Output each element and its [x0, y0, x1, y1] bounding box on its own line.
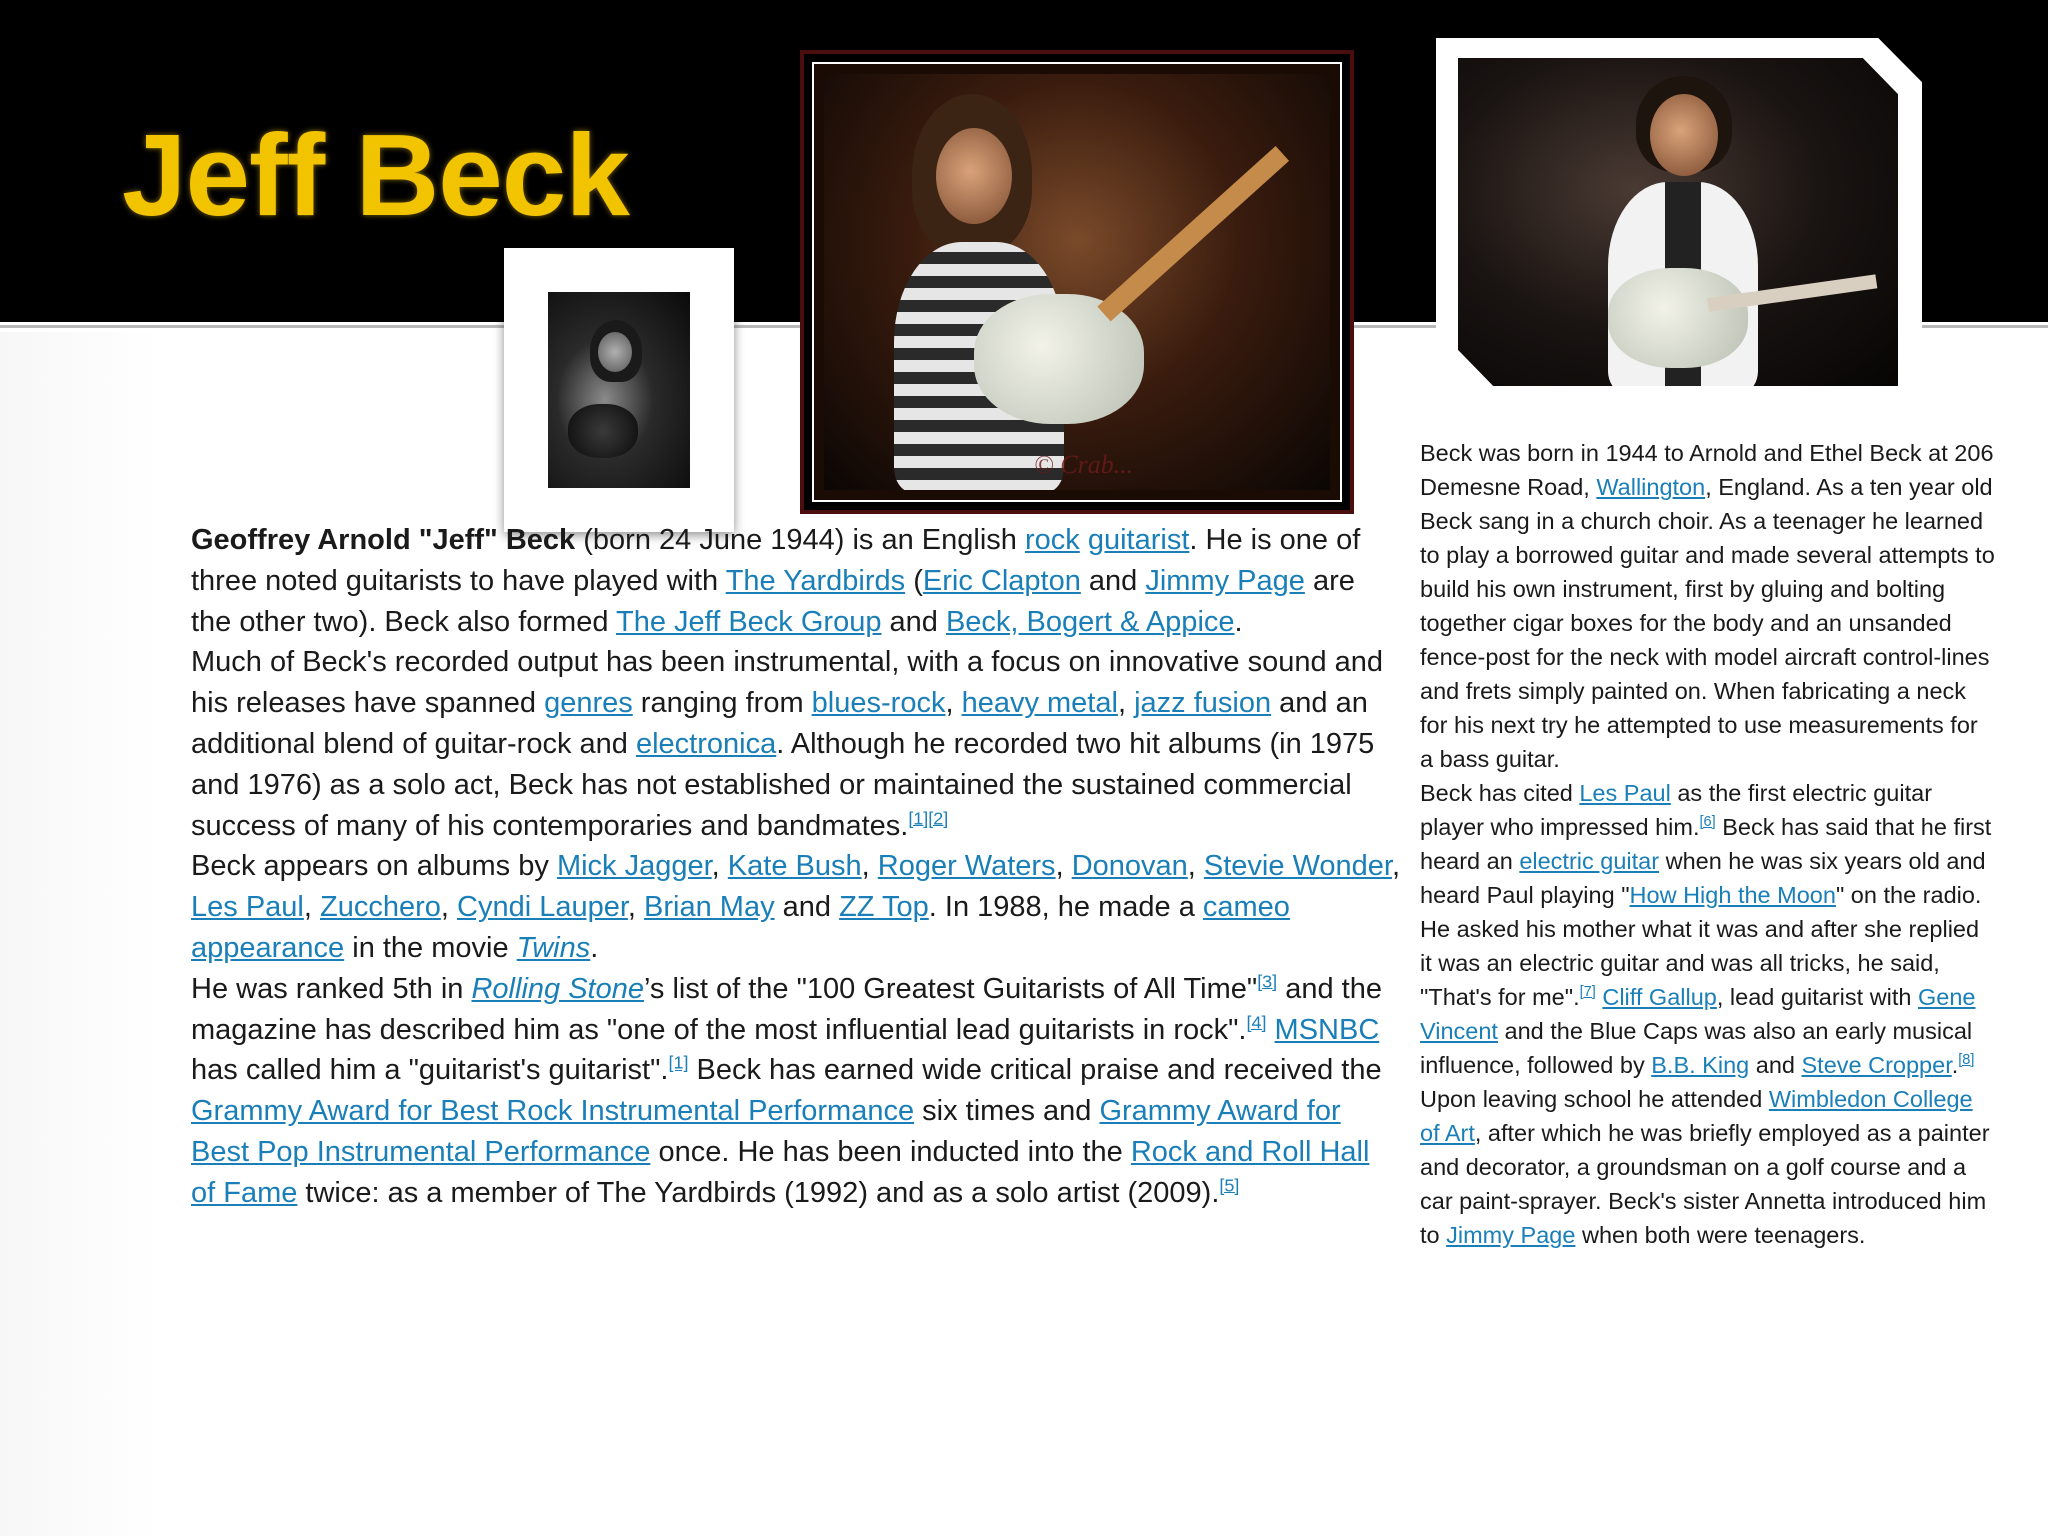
- photo-center-concert: [824, 74, 1330, 490]
- photo-right-frame: [1436, 38, 1922, 406]
- citation-ref: [1246, 1012, 1266, 1032]
- text-span: [1080, 524, 1088, 556]
- text-span: Beck has said that he first heard an: [1420, 814, 1992, 874]
- text-span: ,: [1055, 850, 1072, 883]
- text-span: when both were teenagers.: [1575, 1222, 1866, 1248]
- main-text-body: [191, 520, 1401, 1214]
- citation-ref: [1958, 1052, 1974, 1068]
- side-paragraph-influences: [1420, 776, 1995, 1082]
- citation-link-5[interactable]: [5]: [1219, 1175, 1240, 1196]
- text-span: ,: [945, 687, 962, 720]
- text-span: and: [1749, 1052, 1802, 1078]
- citation-link-4[interactable]: [4]: [1246, 1011, 1267, 1032]
- photo-right-concert: [1458, 58, 1898, 386]
- text-span: Upon leaving school he attended: [1420, 1086, 1769, 1112]
- link-steve-cropper[interactable]: Steve Cropper: [1801, 1052, 1952, 1078]
- text-span: Beck appears on albums by: [191, 850, 557, 883]
- photo-watermark: © Crab...: [1034, 450, 1134, 479]
- text-span: ’s list of the "100 Greatest Guitarists of All Time": [643, 972, 1258, 1005]
- citation-link-2[interactable]: [2]: [928, 807, 949, 828]
- citation-link-7[interactable]: [7]: [1579, 984, 1596, 1001]
- link-gene-vincent[interactable]: Gene Vincent: [1420, 984, 1976, 1044]
- text-span: .: [590, 931, 599, 964]
- text-span: and the magazine has described him as "one of the most influential lead guitarists in rock".: [191, 972, 1382, 1046]
- citation-ref: [1580, 984, 1596, 1000]
- link-jimmy-page-side[interactable]: Jimmy Page: [1446, 1222, 1576, 1248]
- link-cliff-gallup[interactable]: Cliff Gallup: [1602, 984, 1717, 1010]
- link-mick-jagger[interactable]: Mick Jagger: [556, 850, 712, 883]
- side-paragraph-career-start: [1420, 1082, 1995, 1252]
- citation-ref: [908, 808, 948, 828]
- link-twins[interactable]: Twins: [516, 931, 591, 964]
- left-margin-shade: [0, 332, 160, 1536]
- link-zucchero[interactable]: Zucchero: [319, 891, 441, 924]
- link-cameo-appearance[interactable]: cameo appearance: [191, 891, 1290, 964]
- photo-center-frame: [800, 50, 1354, 514]
- link-les-paul-side[interactable]: Les Paul: [1579, 780, 1671, 806]
- text-span: once. He has been inducted into the: [650, 1135, 1131, 1168]
- link-grammy-rock-instrumental[interactable]: Grammy Award for Best Rock Instrumental Performance: [191, 1095, 915, 1128]
- text-span: ,: [303, 891, 320, 924]
- text-span: and the Blue Caps was also an early musical influence, followed by: [1420, 1018, 1973, 1078]
- link-rock-hall-of-fame[interactable]: Rock and Roll Hall of Fame: [191, 1135, 1370, 1209]
- citation-link-8[interactable]: [8]: [1958, 1052, 1975, 1069]
- text-span: when he was six years old and heard Paul playing ": [1420, 848, 1986, 908]
- link-rock[interactable]: rock: [1024, 524, 1080, 556]
- text-span: Beck has earned wide critical praise and received the: [688, 1054, 1382, 1087]
- text-span: He was ranked 5th in: [191, 972, 472, 1005]
- text-span: Beck has cited: [1420, 780, 1580, 806]
- link-jazz-fusion[interactable]: jazz fusion: [1134, 687, 1272, 720]
- text-span: ranging from: [632, 687, 812, 720]
- guitar-shape: [568, 404, 638, 458]
- photo-small-bw: [548, 292, 690, 488]
- text-span: . Although he recorded two hit albums (in 1975 and 1976) as a solo act, Beck has not established or maintained the sustained commercial success of many of his contemporaries and bandmates.: [191, 727, 1375, 842]
- main-paragraph-output: [191, 642, 1401, 846]
- link-wimbledon-college[interactable]: Wimbledon College of Art: [1420, 1086, 1973, 1146]
- link-rolling-stone[interactable]: Rolling Stone: [471, 972, 644, 1005]
- text-span: and: [774, 891, 840, 924]
- text-span: Much of Beck's recorded output has been instrumental, with a focus on innovative sound and his releases have spanned: [191, 646, 1384, 720]
- link-electronica[interactable]: electronica: [635, 727, 777, 760]
- text-span: " on the radio. He asked his mother what it was and after she replied it was an electric guitar and was all tricks, he said, "That's for me".: [1420, 882, 1982, 1010]
- citation-ref: [1219, 1175, 1239, 1195]
- text-span: , England. As a ten year old Beck sang in a church choir. As a teenager he learned to play a borrowed guitar and made several attempts to build his own instrument, first by gluing and bolting together cigar boxes for the body and an unsanded fence-post for the neck with model aircraft control-lines and frets simply painted on. When fabricating a neck for his next try he attempted to use measurements for a bass guitar.: [1420, 474, 1995, 772]
- text-span: (: [905, 564, 923, 597]
- link-les-paul[interactable]: Les Paul: [191, 891, 304, 924]
- citation-ref: [1257, 971, 1277, 991]
- text-span: ,: [1391, 850, 1401, 883]
- photo-small-frame: [504, 248, 734, 532]
- side-paragraph-early-life: [1420, 436, 1995, 776]
- main-paragraph-intro: [191, 520, 1401, 642]
- text-span: Beck was born in 1944 to Arnold and Ethel Beck at 206 Demesne Road,: [1420, 440, 1994, 500]
- citation-link-1b[interactable]: [1]: [668, 1052, 689, 1073]
- text-span: , lead guitarist with: [1716, 984, 1919, 1010]
- text-span: ,: [627, 891, 645, 924]
- link-kate-bush[interactable]: Kate Bush: [727, 850, 862, 883]
- text-span: has called him a "guitarist's guitarist".: [191, 1054, 669, 1087]
- link-heavy-metal[interactable]: heavy metal: [961, 687, 1118, 720]
- link-jimmy-page[interactable]: Jimmy Page: [1145, 564, 1305, 597]
- text-span: . In 1988, he made a: [928, 891, 1203, 924]
- link-roger-waters[interactable]: Roger Waters: [877, 850, 1056, 883]
- text-span: six times and: [914, 1095, 1100, 1128]
- text-span: as the first electric guitar player who impressed him.: [1420, 780, 1933, 840]
- link-guitarist[interactable]: guitarist: [1087, 524, 1190, 556]
- link-electric-guitar[interactable]: electric guitar: [1519, 848, 1660, 874]
- citation-link-6[interactable]: [6]: [1699, 814, 1716, 831]
- text-span: (born 24 June 1944) is an English: [575, 524, 1025, 556]
- text-span: ,: [861, 850, 878, 883]
- link-brian-may[interactable]: Brian May: [644, 891, 775, 924]
- citation-link-1[interactable]: [1]: [908, 807, 929, 828]
- text-span: in the movie: [344, 931, 517, 964]
- link-bb-king[interactable]: B.B. King: [1651, 1052, 1750, 1078]
- citation-ref: [668, 1053, 688, 1073]
- bold-full-name: Geoffrey Arnold "Jeff" Beck: [191, 524, 576, 556]
- link-cyndi-lauper[interactable]: Cyndi Lauper: [457, 891, 628, 924]
- guitar-neck: [1097, 146, 1289, 321]
- link-zz-top[interactable]: ZZ Top: [839, 891, 929, 924]
- figure-head: [598, 332, 632, 372]
- text-span: [1266, 1014, 1274, 1046]
- text-span: .: [1234, 605, 1243, 638]
- link-msnbc[interactable]: MSNBC: [1274, 1013, 1380, 1046]
- link-grammy-pop-instrumental[interactable]: Grammy Award for Best Pop Instrumental Performance: [191, 1095, 1341, 1168]
- link-blues-rock[interactable]: blues-rock: [811, 687, 946, 720]
- link-stevie-wonder[interactable]: Stevie Wonder: [1203, 850, 1392, 883]
- photo-center-border: [812, 62, 1342, 502]
- text-span: and an additional blend of guitar-rock and: [191, 687, 1368, 760]
- figure-head: [936, 128, 1012, 224]
- link-the-yardbirds[interactable]: The Yardbirds: [725, 564, 906, 597]
- link-jeff-beck-group[interactable]: The Jeff Beck Group: [616, 605, 882, 638]
- citation-link-3[interactable]: [3]: [1257, 971, 1278, 992]
- link-genres[interactable]: genres: [544, 687, 633, 720]
- link-beck-bogert-appice[interactable]: Beck, Bogert & Appice: [945, 605, 1235, 638]
- text-span: are the other two). Beck also formed: [191, 564, 1355, 638]
- link-how-high-the-moon[interactable]: How High the Moon: [1629, 882, 1836, 908]
- side-text-body: [1420, 436, 1995, 1252]
- link-eric-clapton[interactable]: Eric Clapton: [922, 564, 1081, 597]
- slide-title: Jeff Beck: [122, 110, 629, 240]
- figure-head: [1650, 94, 1718, 176]
- citation-ref: [1700, 814, 1716, 830]
- text-span: and: [1080, 564, 1146, 597]
- text-span: ,: [1117, 687, 1135, 720]
- guitar-body-white: [1608, 268, 1748, 368]
- link-wallington[interactable]: Wallington: [1596, 474, 1706, 500]
- text-span: and: [881, 605, 946, 638]
- text-span: twice: as a member of The Yardbirds (1992) and as a solo artist (2009).: [297, 1176, 1220, 1209]
- text-span: , after which he was briefly employed as a painter and decorator, a groundsman on a golf course and a car paint-sprayer. Beck's sister Annetta introduced him to: [1420, 1120, 1990, 1248]
- text-span: .: [1951, 1052, 1959, 1078]
- text-span: ,: [440, 891, 457, 924]
- text-span: ,: [1187, 850, 1204, 883]
- main-paragraph-ranking: [191, 969, 1401, 1214]
- text-span: . He is one of three noted guitarists to have played with: [191, 524, 1361, 597]
- main-paragraph-albums: [191, 846, 1401, 968]
- text-span: ,: [711, 850, 728, 883]
- link-donovan[interactable]: Donovan: [1071, 850, 1188, 883]
